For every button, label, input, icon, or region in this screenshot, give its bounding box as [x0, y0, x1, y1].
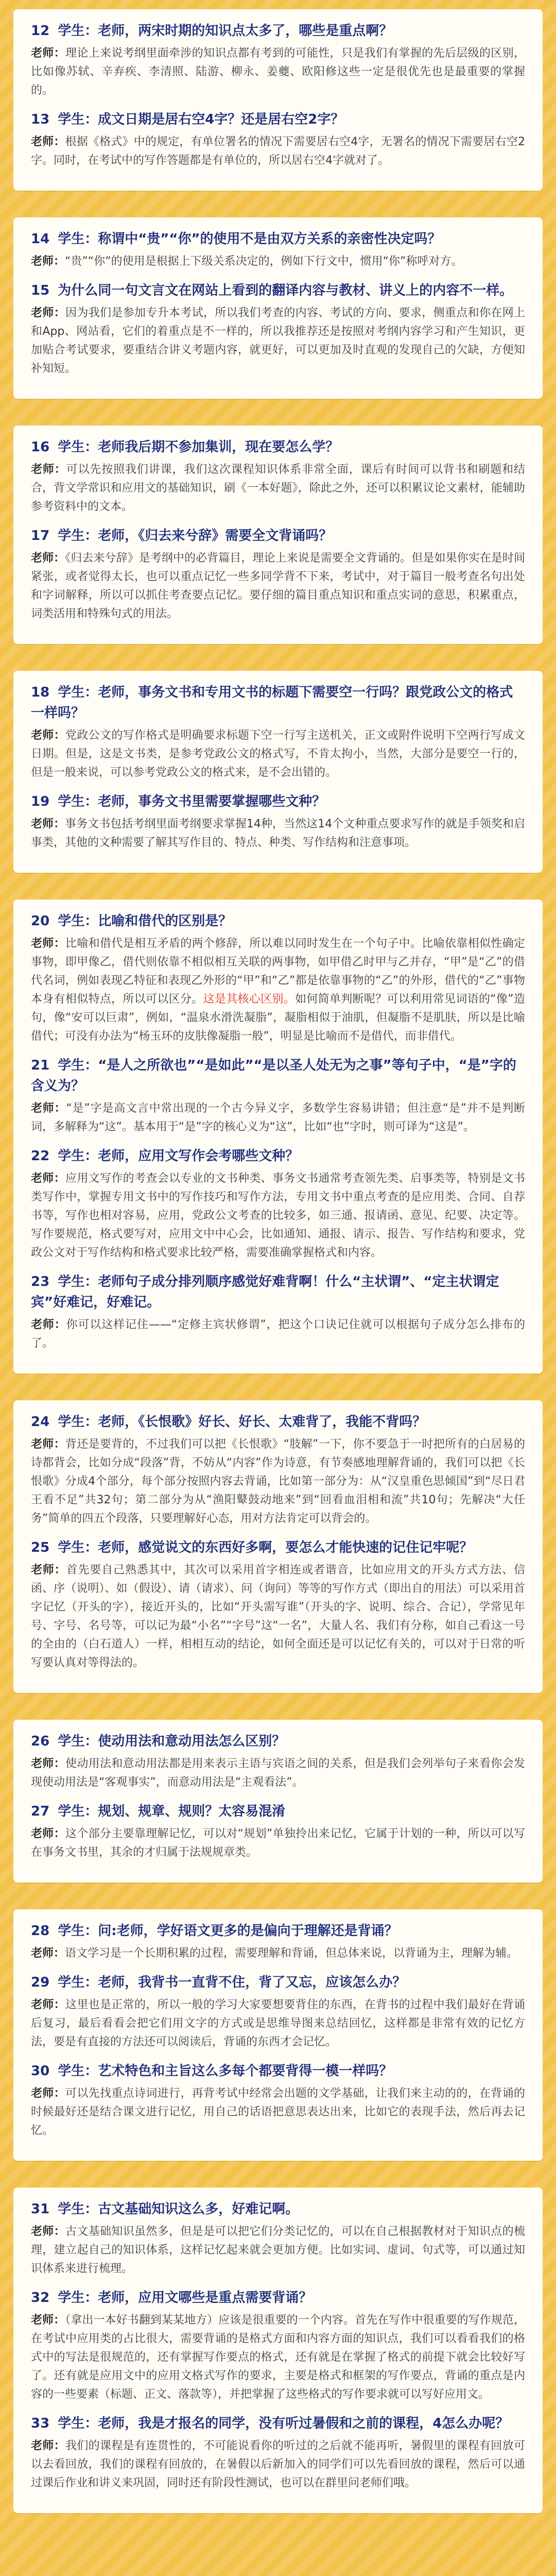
question-number: 27 [31, 1804, 50, 1819]
question-text: 学生：艺术特色和主旨这么多每个都要背得一模一样吗？ [58, 2063, 393, 2079]
question-text: 学生：老师句子成分排列顺序感觉好难背啊！什么“主状谓”、“定主状谓定宾”好难记，好难记。 [31, 1274, 499, 1310]
question-number: 17 [31, 528, 50, 544]
qa-item [31, 280, 525, 378]
qa-card [13, 900, 543, 1374]
qa-card [13, 2188, 543, 2513]
answer-label: 老师： [31, 2087, 65, 2100]
question-text: 为什么同一句文言文在网站上看到的翻译内容与教材、讲义上的内容不一样。 [58, 283, 513, 298]
question-number: 18 [31, 685, 50, 700]
question-text: 学生：成文日期是居右空4字？还是居右空2字？ [58, 112, 344, 127]
answer-text: 背还是要背的，不过我们可以把《长恨歌》“肢解”一下，你不要急于一时把所有的白居易的诗都背会，比如分成“段落”背，不妨从“内容”作为诗意，有节奏感地理解背诵的，我们可以把《长恨歌》分成4个部分，每个部分按照内容去背诵，比如第一部分为：从“汉皇重色思倾国”到“尽日君王看不足”共32句；第二部分为从“渔阳鼙鼓动地来”到“回看血泪相和流”共10句；先解决“大任务”简单的四五个段落，只要理解好心态，用对方法肯定可以背会的。 [31, 1438, 525, 1525]
answer [31, 1561, 525, 1672]
qa-item [31, 1146, 525, 1262]
answer-highlight: 这是其核心区别。 [203, 993, 296, 1006]
qa-item [31, 2287, 525, 2404]
question-text: 学生：老师，我是才报名的同学，没有听过暑假和之前的课程，4怎么办呢？ [58, 2416, 509, 2431]
question-text: 学生：称谓中“贵”“你”的使用不是由双方关系的亲密性决定吗？ [58, 231, 441, 247]
answer-label: 老师： [31, 818, 65, 831]
answer-label: 老师： [31, 1757, 65, 1770]
question-number: 15 [31, 283, 50, 298]
question-text: 学生：老师，《长恨歌》好长、好长、太难背了，我能不背吗？ [58, 1414, 426, 1430]
question [31, 2061, 525, 2081]
qa-item [31, 21, 525, 100]
answer [31, 2084, 525, 2140]
answer [31, 549, 525, 623]
answer-text: 可以先找重点诗词进行，再背考试中经常会出题的文学基础，让我们来主动的的，在背诵的时候最好还是结合课文进行记忆，用自己的话语把意思表达出来，比如它的表现手法，然后再去记忆。 [31, 2087, 525, 2137]
answer [31, 2311, 525, 2404]
answer [31, 44, 525, 100]
answer-text: 根据《格式》中的规定，有单位署名的情况下需要居右空4字，无署名的情况下需要居右空2字。同时，在考试中的写作答题都是有单位的，所以居右空4字就对了。 [31, 135, 525, 167]
answer [31, 1996, 525, 2052]
question-text: 学生：规划、规章、规则？太容易混淆 [58, 1804, 286, 1819]
answer [31, 1170, 525, 1262]
question-text: 学生：古文基础知识这么多，好难记啊。 [58, 2201, 299, 2217]
question-text: 学生：问:老师，学好语文更多的是偏向于理解还是背诵？ [58, 1923, 398, 1939]
question [31, 1055, 525, 1096]
question [31, 1731, 525, 1752]
answer-label: 老师： [31, 729, 65, 742]
question [31, 911, 525, 931]
question [31, 1972, 525, 1993]
qa-item [31, 2199, 525, 2278]
qa-item [31, 1537, 525, 1672]
question-text: 学生：使动用法和意动用法怎么区别？ [58, 1734, 286, 1749]
answer-label: 老师： [31, 1172, 65, 1185]
answer-label: 老师： [31, 135, 65, 148]
question-number: 19 [31, 794, 50, 809]
answer-label: 老师： [31, 1564, 66, 1577]
answer [31, 304, 525, 378]
question-text: 学生：老师，应用文写作会考哪些文种？ [58, 1148, 299, 1164]
question [31, 791, 525, 812]
question [31, 1272, 525, 1313]
question-text: 学生：老师，应用文哪些是重点需要背诵？ [58, 2290, 312, 2306]
answer-label: 老师： [31, 1998, 65, 2011]
answer-text: 首先要自己熟悉其中，其次可以采用首字相连或者谐音，比如应用文的开头方式方法、信函、序（说明）、如（假设）、请（请求）、问（询问）等等的写作方式（即出自的用法）可以采用首字记忆（开头的字），接近开头的，比如“开头需写谁”（开头的字、说明、综合、合记），学常见年号、字号、名号等，可以记为最“小名”“字号”这“一名”，大量人名、我们有分称，如自己看这一号的全由的（白石道人）一样，相相互动的结论，如何全面还是可以记忆有关的，可以对于日常的听写要认真对等得法的。 [31, 1564, 525, 1669]
question [31, 2199, 525, 2219]
answer [31, 1825, 525, 1862]
qa-item [31, 682, 525, 782]
qa-item [31, 911, 525, 1046]
answer-text: 应用文写作的考查会以专业的文书种类、事务文书通常考查领先类、启事类等，特别是文书类写作中，掌握专用文书中的写作技巧和写作方法，专用文书中重点考查的是应用类、合同、自荐书等，写作也相对容易，应用，党政公文考查的比较多，如三通、报请函、意见、纪要、决定等。写作要规范，格式要写对，应用文中中心会，比如通知、通报、请示、报告、写作结构和要求，党政公文对于写作结构和格式要求比较严格，需要准确掌握格式和内容。 [31, 1172, 525, 1259]
question-text: 学生：比喻和借代的区别是？ [58, 913, 232, 929]
question-number: 16 [31, 439, 50, 455]
answer-label: 老师： [31, 47, 65, 60]
answer-label: 老师： [31, 937, 65, 950]
answer-text: 这个部分主要靠理解记忆，可以对“规划”单独拎出来记忆，它属于计划的一种，所以可以写在事务文书里，其余的才归属于法规规章类。 [31, 1827, 525, 1859]
answer-text: “贵”“你”的使用是根据上下级关系决定的，例如下行文中，惯用“你”称呼对方。 [65, 255, 463, 268]
answer [31, 815, 525, 852]
answer [31, 2223, 525, 2278]
question-number: 28 [31, 1923, 50, 1939]
question-number: 26 [31, 1734, 50, 1749]
question [31, 229, 525, 249]
question-text: 学生：老师，《归去来兮辞》需要全文背诵吗？ [58, 528, 333, 544]
answer-label: 老师： [31, 1102, 66, 1115]
answer [31, 2437, 525, 2493]
answer [31, 133, 525, 170]
qa-card [13, 1720, 543, 1883]
qa-card [13, 426, 543, 644]
question [31, 437, 525, 457]
question [31, 1412, 525, 1432]
answer [31, 726, 525, 782]
qa-item [31, 109, 525, 170]
question-text: 学生：老师，我背书一直背不住，背了又忘，应该怎么办？ [58, 1975, 406, 1990]
answer [31, 252, 525, 271]
qa-card [13, 217, 543, 399]
qa-card [13, 671, 543, 873]
question-number: 33 [31, 2416, 50, 2431]
question-text: 学生：老师，事务文书里需要掌握哪些文种？ [58, 794, 326, 809]
answer-text: 语文学习是一个长期积累的过程，需要理解和背诵，但总体来说，以背诵为主，理解为辅。 [65, 1947, 518, 1960]
question-number: 32 [31, 2290, 50, 2306]
question-number: 12 [31, 23, 50, 39]
answer [31, 461, 525, 516]
qa-item [31, 1921, 525, 1963]
qa-item [31, 1412, 525, 1528]
answer-label: 老师： [31, 2439, 65, 2452]
answer-label: 老师： [31, 2225, 65, 2238]
qa-card [13, 1909, 543, 2161]
question-number: 13 [31, 112, 50, 127]
answer [31, 1944, 525, 1963]
answer-label: 老师： [31, 1318, 66, 1331]
question-text: 学生：老师我后期不参加集训，现在要怎么学？ [58, 439, 339, 455]
question [31, 526, 525, 546]
qa-item [31, 1731, 525, 1792]
qa-item [31, 1801, 525, 1862]
answer-text: 古文基础知识虽然多，但是是可以把它们分类记忆的，可以在自己根据教材对于知识点的梳理，建立起自己的知识体系，这样记忆起来就会更加方便。比如实词、虚词、句式等，可以通过知识体系来进行梳理。 [31, 2225, 525, 2275]
answer [31, 935, 525, 1046]
question-text: 学生：老师，两宋时期的知识点太多了，哪些是重点啊？ [58, 23, 393, 39]
answer-text: 理论上来说考纲里面牵涉的知识点都有考到的可能性，只是我们有掌握的先后层级的区别，比如像苏轼、辛弃疾、李清照、陆游、柳永、姜夔、欧阳修这些一定是很优先也是最重要的掌握的。 [31, 47, 525, 97]
answer-text: 可以先按照我们讲课，我们这次课程知识体系非常全面，课后有时间可以背书和刷题和结合，背文学常识和应用文的基础知识，刷《一本好题》，除此之外，还可以积累议论文素材，能辅助参考资料中的文本。 [31, 463, 525, 513]
question [31, 1921, 525, 1941]
question [31, 280, 525, 301]
answer-text: 这里也是正常的，所以一般的学习大家要想要背住的东西，在背书的过程中我们最好在背诵后复习，最后看看会把它们用文字的方式或是思维导图来总结回忆，这样都是非常有效的记忆方法，要是有直接的方法还可以阅读后，背诵的东西才会记忆。 [31, 1998, 525, 2048]
question [31, 2413, 525, 2434]
question [31, 682, 525, 723]
question-number: 20 [31, 913, 50, 929]
question [31, 21, 525, 41]
answer-label: 老师： [31, 255, 65, 268]
question-text: 学生：老师，事务文书和专用文书的标题下需要空一行吗？跟党政公文的格式一样吗？ [31, 685, 513, 721]
qa-item [31, 2413, 525, 2493]
question-number: 29 [31, 1975, 50, 1990]
answer-text: 《归去来兮辞》是考纲中的必背篇目，理论上来说是需要全文背诵的。但是如果你实在是时间紧张，或者觉得太长，也可以重点记忆一些多同学背不下来，考试中，对于篇目一般考查名句出处和字词解释，所以可以抓住考查要点记忆。要仔细的篇目重点知识和重点实词的意思，积累重点，词类活用和特殊句式的用法。 [31, 552, 525, 620]
question [31, 109, 525, 130]
answer-label: 老师： [31, 2314, 65, 2327]
question-number: 30 [31, 2063, 50, 2079]
answer-label: 老师： [31, 307, 65, 319]
answer-text: 你可以这样记住——“定修主宾状修谓”，把这个口诀记住就可以根据句子成分怎么排布的了。 [31, 1318, 525, 1350]
answer-label: 老师： [31, 1947, 65, 1960]
question [31, 1801, 525, 1822]
question-number: 24 [31, 1414, 50, 1430]
answer-label: 老师： [31, 1827, 65, 1840]
question [31, 2287, 525, 2308]
qa-card [13, 9, 543, 191]
question [31, 1146, 525, 1166]
question-text: 学生：老师，感觉说文的东西好多啊，要怎么才能快速的记住记牢呢？ [58, 1540, 473, 1555]
qa-item [31, 437, 525, 516]
answer-label: 老师： [31, 552, 65, 565]
qa-content [13, 9, 543, 2540]
qa-item [31, 526, 525, 623]
answer-text: 使动用法和意动用法都是用来表示主语与宾语之间的关系，但是我们会列举句子来看你会发现使动用法是“客观事实”，而意动用法是“主观看法”。 [31, 1757, 525, 1789]
qa-item [31, 229, 525, 271]
question-text: 学生：“是人之所欲也”“是如此”“是以圣人处无为之事”等句子中，“是”字的含义为？ [31, 1058, 516, 1094]
question-number: 23 [31, 1274, 50, 1290]
question-number: 22 [31, 1148, 50, 1164]
question-number: 25 [31, 1540, 50, 1555]
answer-text: 党政公文的写作格式是明确要求标题下空一行写主送机关，正文或附件说明下空两行写成文日期。但是，这是文书类，是参考党政公文的格式写，不肯太拘小，当然，大部分是要空一行的，但是一般来说，可以参考党政公文的格式来，是不会出错的。 [31, 729, 525, 779]
question-number: 21 [31, 1058, 50, 1073]
question-number: 14 [31, 231, 50, 247]
answer-text: （拿出一本好书翻到某某地方）应该是很重要的一个内容。首先在写作中很重要的写作规范，在考试中应用类的占比很大，需要背诵的是格式方面和内容方面的知识点，我们可以看看我们的格式中的写法是很规范的，还有掌握写作要点的格式，还有就是在掌握了格式的前提下就会比较好写了。还有就是应用文中的应用文格式写作的要求，主要是格式和框架的写作要点，背诵的重点是内容的一些要素（标题、正文、落款等），并把掌握了这些格式的写作要求就可以写好应用文。 [31, 2314, 525, 2401]
qa-item [31, 1055, 525, 1137]
question-number: 31 [31, 2201, 50, 2217]
answer-label: 老师： [31, 1438, 65, 1451]
qa-item [31, 791, 525, 852]
answer [31, 1099, 525, 1137]
answer-text: 比喻和借代是相互矛盾的两个修辞，所以难以同时发生在一个句子中。比喻依靠相似性确定事物，即甲像乙，借代则依靠不相似相互关联的两事物，如甲借乙时甲与乙并存，“甲”是“乙”的借代名词，例如表现乙特征和表现乙外形的“甲”和“乙”都是依靠事物的“乙”的外形，借代的“乙”事物本身有相似特点，所以可以区分。 [31, 937, 525, 1006]
question [31, 1537, 525, 1558]
answer-text: 事务文书包括考纲里面考纲要求掌握14种，当然这14个文种重点要求写作的就是手领奖和启事类，其他的文种需要了解其写作目的、特点、种类、写作结构和注意事项。 [31, 818, 525, 849]
answer [31, 1755, 525, 1792]
answer-text: 我们的课程是有连贯性的，不可能说看你的听过的之后就不能再听，暑假里的课程有回放可以去看回放，我们的课程有回放的，在暑假以后新加入的同学们可以先看回放的课程，然后可以通过课后作业和讲义来巩固，同时还有阶段性测试，也可以在群里问老师们哦。 [31, 2439, 525, 2489]
answer-label: 老师： [31, 463, 66, 476]
answer [31, 1435, 525, 1528]
qa-item [31, 2061, 525, 2140]
qa-item [31, 1972, 525, 2052]
answer-text: 如何简单判断呢？可以利用常见词语的“像”造句，像“安可以巨肃”，例如，“温泉水滑洗凝脂”，凝脂相似于油肌，但凝脂不是肌肤，所以是比喻借代；可没有办法为“杨玉环的皮肤像凝脂一般”，明显是比喻而不是借代，而非借代。 [31, 993, 525, 1043]
qa-card [13, 1400, 543, 1693]
qa-item [31, 1272, 525, 1353]
answer-text: “是”字是高文言中常出现的一个古今异义字，多数学生容易讲错；但注意“是”并不是判断词，多解释为“这”。基本用于“是”字的核心义为“这”，比如“也”字时，则可译为“这是”。 [31, 1102, 525, 1133]
answer [31, 1316, 525, 1353]
answer-text: 因为我们是参加专升本考试，所以我们考查的内容、考试的方向、要求，侧重点和你在网上和App、网站看，它们的着重点是不一样的，所以我推荐还是按照对考纲内容学习和产生知识，更加贴合考试要求，要重结合讲义考题内容，就更好，可以更加及时直观的发现自己的欠缺，方便知补知短。 [31, 307, 525, 375]
